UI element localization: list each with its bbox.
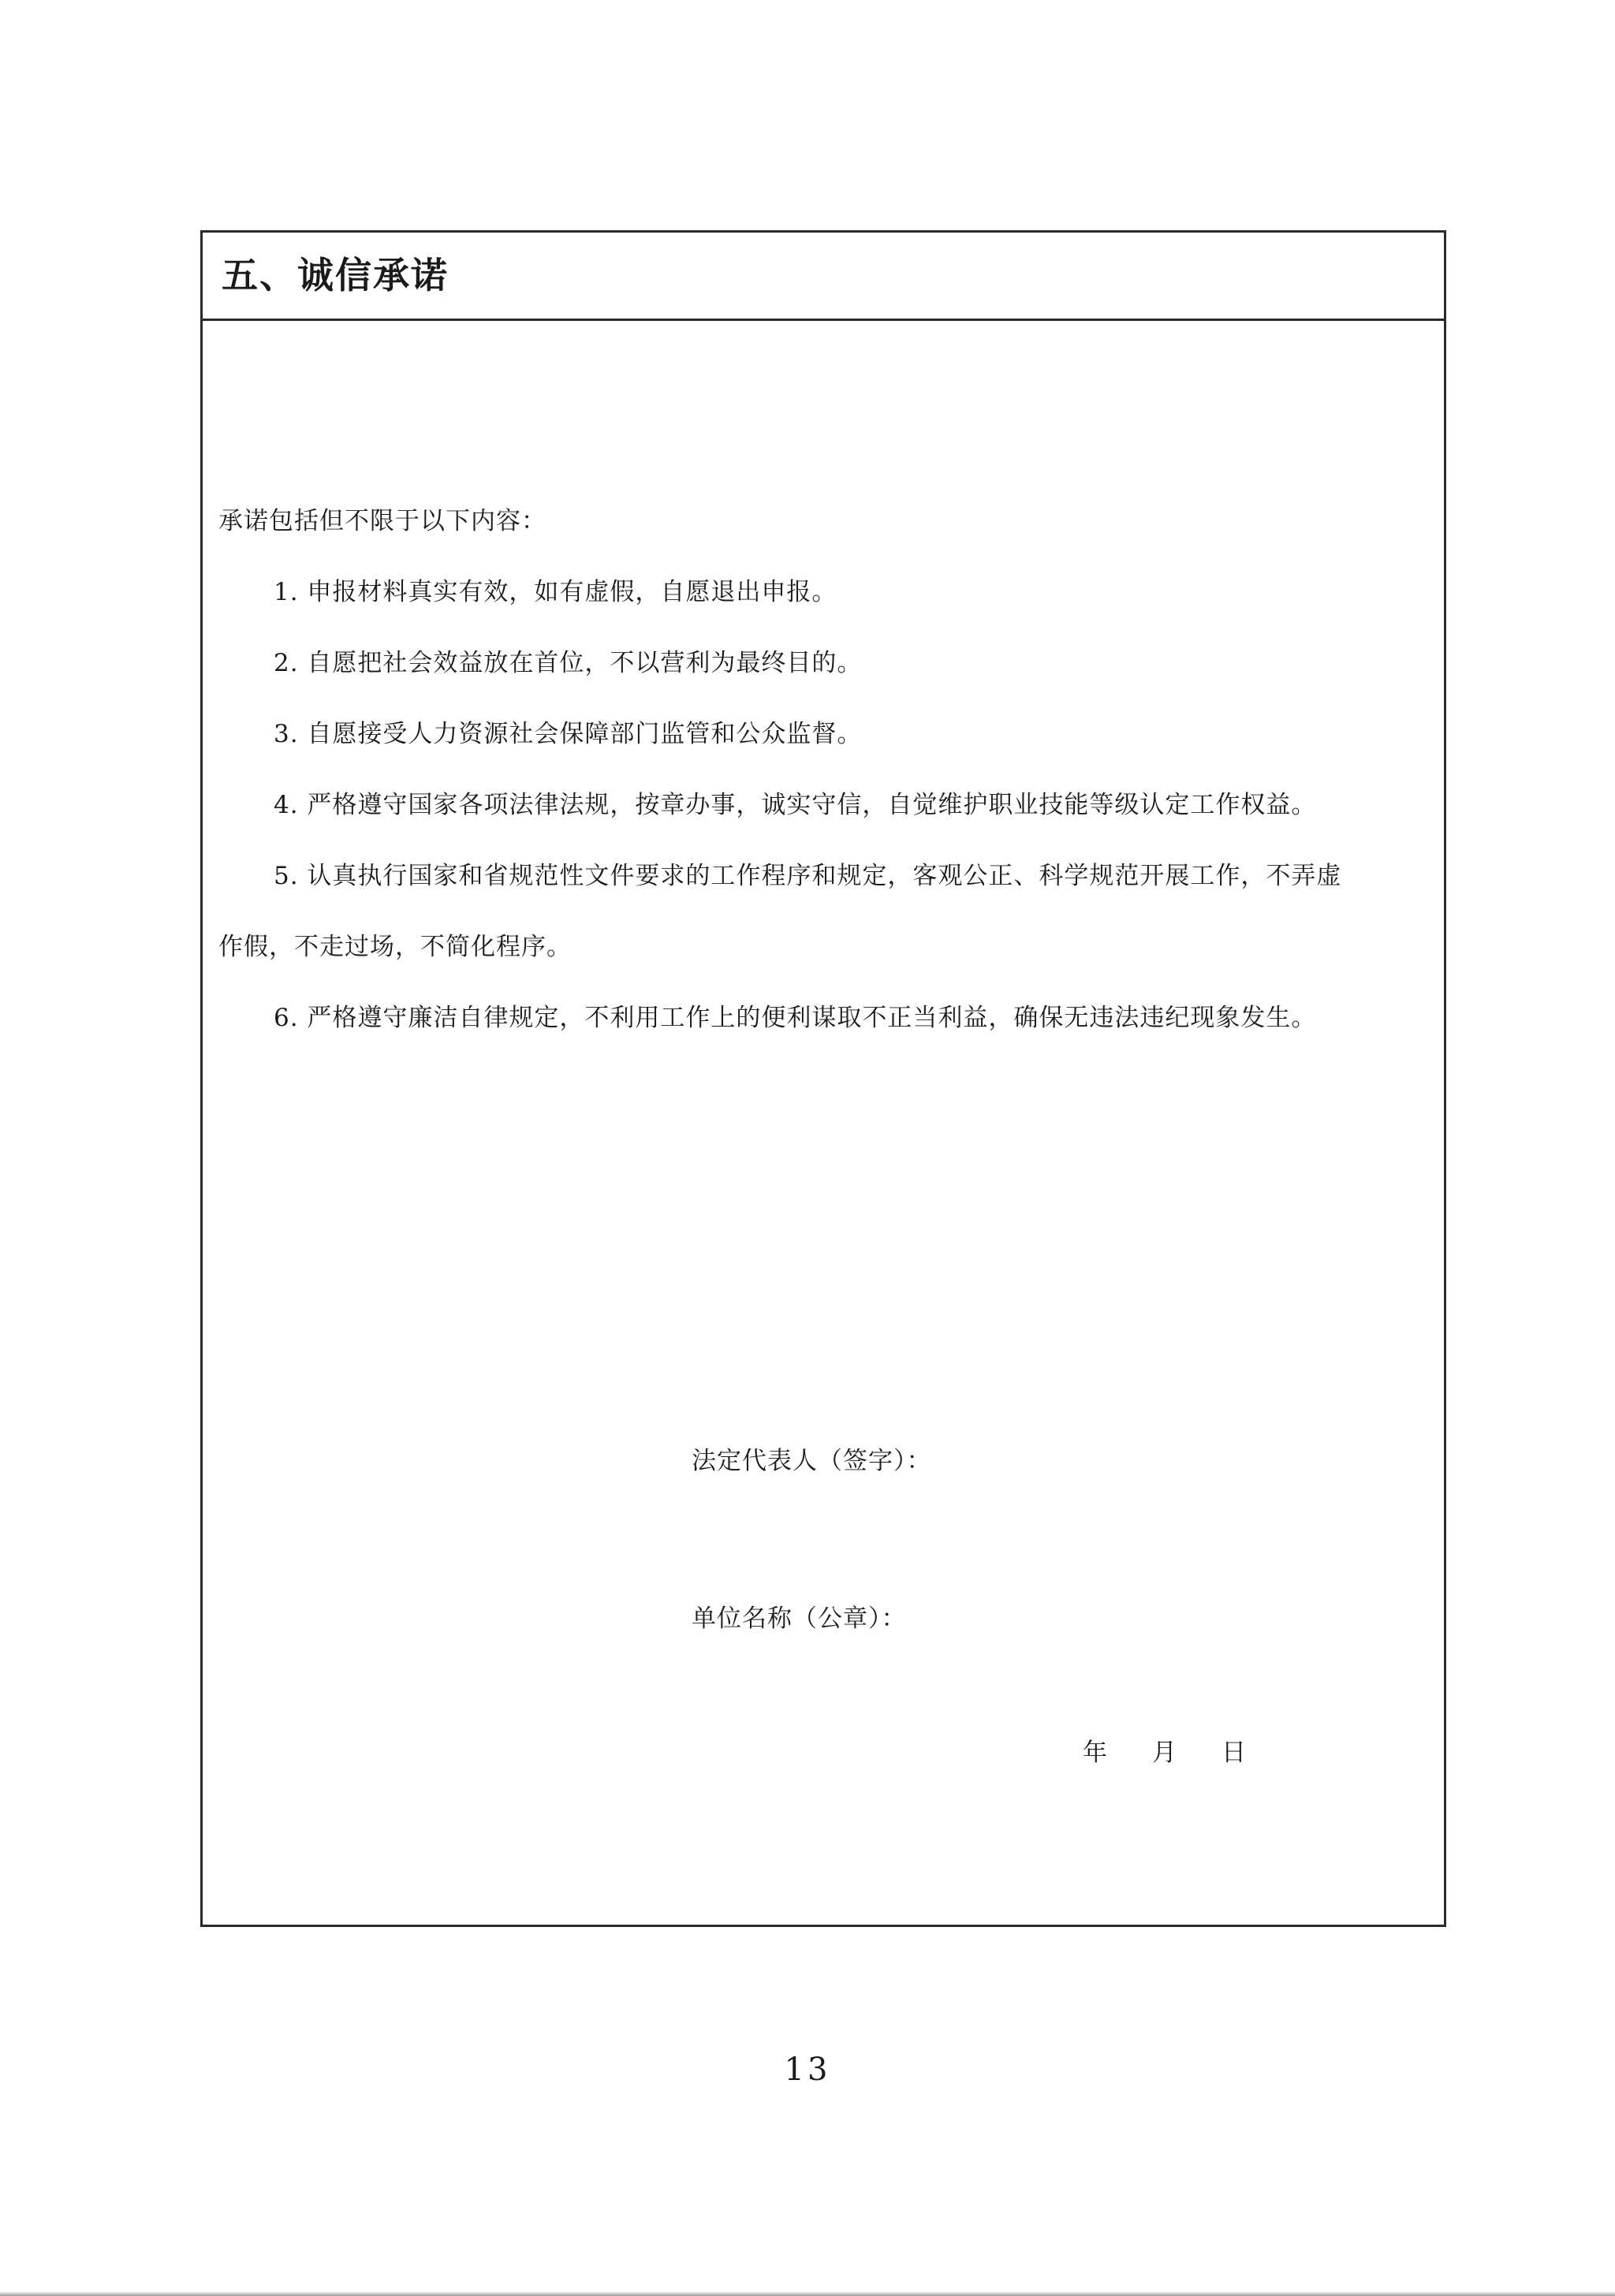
unit-name-seal-label: 单位名称（公章）： xyxy=(692,1605,907,1633)
commitment-item-5: 5. 认真执行国家和省规范性文件要求的工作程序和规定，客观公正、科学规范开展工作，不弄虚 xyxy=(274,862,1342,890)
commitment-form-box xyxy=(200,230,1446,1927)
commitment-item-6: 6. 严格遵守廉洁自律规定，不利用工作上的便利谋取不正当利益，确保无违法违纪现象发生。 xyxy=(274,1004,1317,1032)
commitment-item-1: 1. 申报材料真实有效，如有虚假，自愿退出申报。 xyxy=(274,578,837,606)
scan-edge-divider xyxy=(0,2291,1615,2296)
date-month-label: 月 xyxy=(1152,1739,1177,1767)
commitment-item-3: 3. 自愿接受人力资源社会保障部门监管和公众监督。 xyxy=(274,720,863,748)
date-year-label: 年 xyxy=(1083,1739,1107,1767)
commitment-item-2: 2. 自愿把社会效益放在首位，不以营利为最终目的。 xyxy=(274,649,863,677)
commitment-intro: 承诺包括但不限于以下内容： xyxy=(218,507,546,535)
section-header xyxy=(203,233,1444,321)
page-number: 13 xyxy=(784,2052,831,2088)
section-title: 五、诚信承诺 xyxy=(222,254,449,296)
date-day-label: 日 xyxy=(1222,1739,1246,1767)
signature-date xyxy=(1083,1737,1272,1769)
commitment-item-5-continued: 作假，不走过场，不简化程序。 xyxy=(218,933,572,961)
legal-representative-signature-label: 法定代表人（签字）： xyxy=(692,1447,932,1475)
commitment-item-4: 4. 严格遵守国家各项法律法规，按章办事，诚实守信，自觉维护职业技能等级认定工作权益。 xyxy=(274,791,1317,819)
